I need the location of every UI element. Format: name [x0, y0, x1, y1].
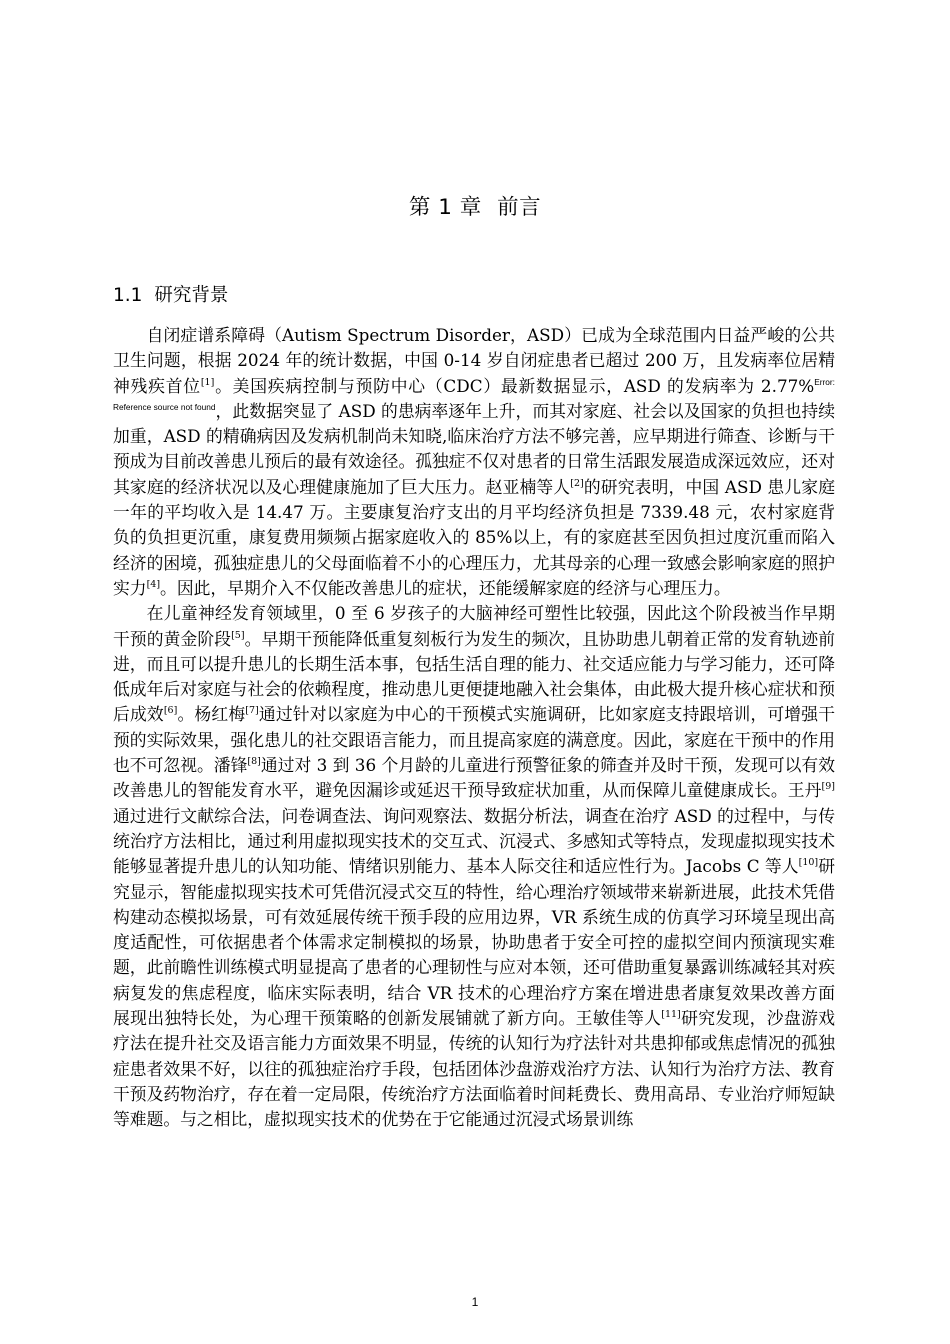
- chapter-number: 第 1 章: [408, 195, 482, 220]
- text-run: 。早期干预能降低重复刻板行为发生的频次，且协助患儿朝着正常的发育轨迹前进，而且可以提升患儿的长期生活本事，包括生活自理的能力、社交适应能力与学习能力，还可降低成年后对家庭与社会的依赖程度，推动患儿更便捷地融入社会集体，由此极大提升核心症状和预后成效: [113, 628, 835, 725]
- text-run: 。美国疾病控制与预防中心（CDC）最新数据显示，ASD 的发病率为 2.77%: [214, 375, 815, 396]
- text-run: 。因此，早期介入不仅能改善患儿的症状，还能缓解家庭的经济与心理压力。: [160, 577, 731, 598]
- text-run: 研究发现，沙盘游戏疗法在提升社交及语言能力方面效果不明显，传统的认知行为疗法针对共患抑郁或焦虑情况的孤独症患者效果不好，以往的孤独症治疗手段，包括团体沙盘游戏治疗方法、认知行为治疗方法、教育干预及药物治疗，存在着一定局限，传统治疗方法面临着时间耗费长、费用高昂、专业治疗师短缺等难题。与之相比，虚拟现实技术的优势在于它能通过沉浸式场景训练: [113, 1008, 835, 1130]
- page-number: 1: [471, 1295, 479, 1309]
- citation-reference: [7]: [245, 705, 259, 717]
- section-number: 1.1: [113, 285, 143, 306]
- text-run: 在儿童神经发育领域里，0 至 6 岁孩子的大脑神经可塑性比较强，因此这个阶段被当作早期干预的黄金阶段: [113, 603, 835, 649]
- text-run: 通过对 3 到 36 个月龄的儿童进行预警征象的筛查并及时干预，发现可以有效改善患儿的智能发育水平，避免因漏诊或延迟干预导致症状加重，从而保障儿童健康成长。王丹: [113, 755, 835, 801]
- citation-reference: [1]: [200, 376, 215, 388]
- citation-reference: [5]: [231, 629, 245, 641]
- citation-reference: [4]: [146, 578, 161, 590]
- text-run: ，此数据突显了 ASD 的患病率逐年上升，而其对家庭、社会以及国家的负担也持续加重，ASD 的精确病因及发病机制尚未知晓,临床治疗方法不够完善，应早期进行筛查、诊断与干预成为目前改善患儿预后的最有效途径。孤独症不仅对患者的日常生活跟发展造成深远效应，还对其家庭的经济状况以及心理健康施加了巨大压力。赵亚楠等人: [113, 400, 835, 497]
- text-run: 通过针对以家庭为中心的干预模式实施调研，比如家庭支持跟培训，可增强干预的实际效果，强化患儿的社交跟语言能力，而且提高家庭的满意度。因此，家庭在干预中的作用也不可忽视。潘锋: [113, 704, 835, 776]
- chapter-name: 前言: [497, 195, 542, 220]
- text-run: 自闭症谱系障碍（Autism Spectrum Disorder，ASD）已成为全球范围内日益严峻的公共卫生问题，根据 2024 年的统计数据，中国 0-14 岁自闭症患者已超过 200 万，且发病率位居精神残疾首位: [113, 325, 835, 396]
- citation-error-note: Error: Reference source not found: [113, 376, 835, 412]
- section-heading: [113, 281, 228, 307]
- paragraph: [113, 601, 835, 1132]
- citation-reference: [9]: [821, 781, 835, 793]
- text-run: 。杨红梅: [177, 704, 246, 725]
- chapter-title: [0, 190, 950, 221]
- citation-reference: [2]: [570, 477, 584, 489]
- citation-reference: [11]: [661, 1009, 681, 1021]
- text-run: 的研究表明，中国 ASD 患儿家庭一年的平均收入是 14.47 万。主要康复治疗支出的月平均经济负担是 7339.48 元，农村家庭背负的负担更沉重，康复费用频频占据家庭收入的 85%以上，有的家庭甚至因负担过度沉重而陷入经济的困境，孤独症患儿的父母面临着不小的心理压力，尤其母亲的心理一致感会影响家庭的照护实力: [113, 476, 835, 598]
- citation-reference: [10]: [798, 857, 819, 869]
- body-text: [113, 323, 835, 1133]
- paragraph: [113, 323, 835, 601]
- text-run: 研究显示，智能虚拟现实技术可凭借沉浸式交互的特性，给心理治疗领域带来崭新进展，此技术凭借构建动态模拟场景，可有效延展传统干预手段的应用边界，VR 系统生成的仿真学习环境呈现出高度适配性，可依据患者个体需求定制模拟的场景，协助患者于安全可控的虚拟空间内预演现实难题，此前瞻性训练模式明显提高了患者的心理韧性与应对本领，还可借助重复暴露训练减轻其对疾病复发的焦虑程度，临床实际表明，结合 VR 技术的心理治疗方案在增进患者康复效果改善方面展现出独特长处，为心理干预策略的创新发展铺就了新方向。王敏佳等人: [113, 856, 835, 1029]
- text-run: 通过进行文献综合法，问卷调查法、询问观察法、数据分析法，调查在治疗 ASD 的过程中，与传统治疗方法相比，通过利用虚拟现实技术的交互式、沉浸式、多感知式等特点，发现虚拟现实技术能够显著提升患儿的认知功能、情绪识别能力、基本人际交往和适应性行为。Jacobs C 等人: [113, 805, 835, 877]
- section-name: 研究背景: [154, 285, 229, 306]
- citation-reference: [8]: [247, 756, 261, 768]
- citation-reference: [6]: [163, 705, 178, 717]
